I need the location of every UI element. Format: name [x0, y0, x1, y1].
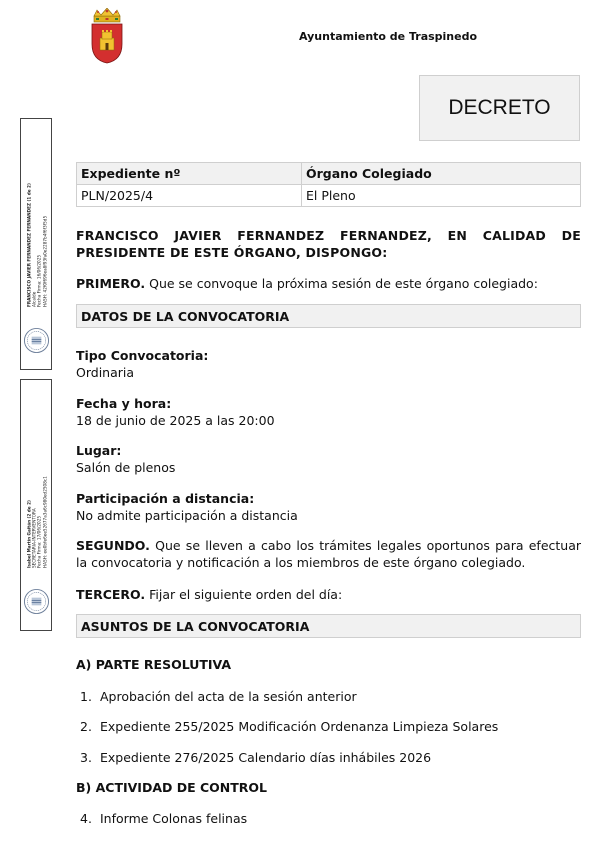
field-value: Salón de plenos — [76, 460, 176, 475]
list-item — [80, 689, 357, 704]
asuntos-section-header: ASUNTOS DE LA CONVOCATORIA — [76, 614, 581, 638]
signature-name: Isabel Martín Gaitán (2 de 2) — [26, 500, 32, 568]
list-item — [80, 811, 247, 826]
item-text: Expediente 276/2025 Calendario días inhábiles 2026 — [100, 750, 432, 765]
tercero-text: Fijar el siguiente orden del día: — [145, 587, 343, 602]
list-item — [80, 750, 431, 765]
signature-hash: HASH: 42f0f696ea8f93fa0e2287b4f6f3f5d5 — [42, 215, 48, 307]
signature-hash: HASH: ee0bfe6ee52677a3a6c980ed2508c1 — [42, 476, 48, 568]
segundo-paragraph — [76, 537, 581, 571]
table-row — [77, 185, 581, 207]
signature-role: SECRETARIA-INTERVENTORA — [31, 508, 37, 568]
expediente-table — [76, 162, 581, 207]
signature-role: Alcalde — [31, 291, 37, 307]
field-value: Ordinaria — [76, 365, 135, 380]
field-value: 18 de junio de 2025 a las 20:00 — [76, 413, 275, 428]
item-number: 4. — [80, 811, 92, 826]
coat-of-arms-icon — [88, 8, 126, 64]
primero-label: PRIMERO. — [76, 276, 146, 291]
field-label: Tipo Convocatoria: — [76, 348, 209, 363]
item-number: 2. — [80, 719, 92, 734]
tercero-paragraph — [76, 586, 581, 603]
signature-seal-icon — [23, 327, 50, 354]
signature-name: FRANCISCO JAVIER FERNANDEZ FERNANDEZ (1 de 2) — [26, 183, 32, 307]
datos-section-header: DATOS DE LA CONVOCATORIA — [76, 304, 581, 328]
signature-date: Fecha Firma: 16/06/2025 — [37, 254, 42, 307]
document-type-box — [419, 75, 580, 141]
document-type-title: DECRETO — [448, 96, 551, 119]
primero-text: Que se convoque la próxima sesión de este órgano colegiado: — [145, 276, 538, 291]
intro-statement: FRANCISCO JAVIER FERNANDEZ FERNANDEZ, EN CALIDAD DE PRESIDENTE DE ESTE ÓRGANO, DISPONGO: — [76, 228, 581, 260]
field-label: Fecha y hora: — [76, 396, 172, 411]
signature-date: Fecha Firma: 17/06/2025 — [37, 515, 42, 568]
segundo-label: SEGUNDO. — [76, 538, 150, 553]
field-label: Participación a distancia: — [76, 491, 255, 506]
organo-value: El Pleno — [302, 185, 581, 207]
actividad-control-heading: B) ACTIVIDAD DE CONTROL — [76, 780, 267, 795]
signature-seal-icon — [23, 588, 50, 615]
primero-paragraph — [76, 275, 581, 292]
field-label: Lugar: — [76, 443, 122, 458]
item-text: Expediente 255/2025 Modificación Ordenanza Limpieza Solares — [100, 719, 499, 734]
list-item — [80, 719, 498, 734]
expediente-value: PLN/2025/4 — [77, 185, 302, 207]
organization-name: Ayuntamiento de Traspinedo — [299, 30, 478, 43]
table-header-row — [77, 163, 581, 185]
item-number: 1. — [80, 689, 92, 704]
segundo-text: Que se lleven a cabo los trámites legales oportunos para efectuar la convocatoria y notificación a los miembros de este órgano colegiado. — [76, 538, 581, 570]
expediente-header: Expediente nº — [77, 163, 302, 185]
item-number: 3. — [80, 750, 92, 765]
field-value: No admite participación a distancia — [76, 508, 298, 523]
signature-strip-2 — [20, 379, 52, 631]
organo-header: Órgano Colegiado — [302, 163, 581, 185]
signature-strip-1 — [20, 118, 52, 370]
tercero-label: TERCERO. — [76, 587, 146, 602]
item-text: Informe Colonas felinas — [100, 811, 248, 826]
parte-resolutiva-heading: A) PARTE RESOLUTIVA — [76, 657, 232, 672]
item-text: Aprobación del acta de la sesión anterior — [100, 689, 357, 704]
